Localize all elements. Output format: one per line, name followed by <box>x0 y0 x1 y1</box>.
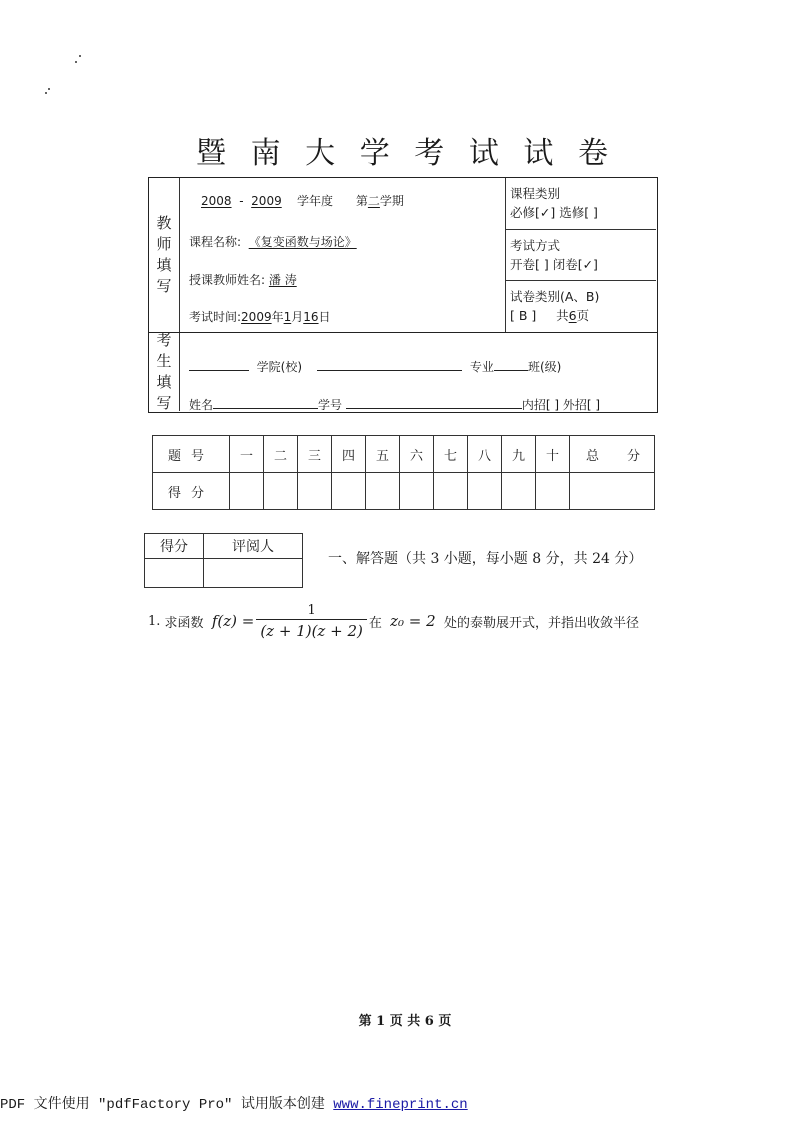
name-field[interactable] <box>213 396 318 409</box>
label-char: 填 <box>156 373 172 391</box>
teacher-fill-label <box>149 178 180 332</box>
exam-mode-options: 开卷[ ] 闭卷[✓] <box>510 257 598 272</box>
section-title: 一、解答题（共 3 小题，每小题 8 分，共 24 分） <box>328 551 643 567</box>
exam-header-box <box>148 177 658 413</box>
function-lhs: f(z) = <box>211 612 255 630</box>
title-char: 试 <box>468 136 499 171</box>
title-char: 试 <box>523 136 554 171</box>
title-char: 学 <box>359 136 390 171</box>
numerator: 1 <box>256 603 367 620</box>
label-char: 考 <box>156 331 172 349</box>
title-char: 暨 <box>196 136 226 171</box>
score-cell[interactable] <box>434 473 468 510</box>
score-cell[interactable] <box>366 473 400 510</box>
question-header: 九 <box>502 436 536 473</box>
course-type-box <box>506 178 656 229</box>
grader-box <box>144 533 303 588</box>
score-table <box>152 435 655 510</box>
teacher-name-line <box>189 271 297 288</box>
pdf-footer <box>0 1093 468 1113</box>
exam-time-label: 考试时间: <box>189 310 242 324</box>
class-label: 班(级) <box>527 360 562 374</box>
year-start: 2008 <box>201 194 232 208</box>
year-suffix: 学年度 <box>296 194 333 208</box>
score-cell[interactable] <box>230 473 264 510</box>
total-label-char: 总 <box>586 448 600 464</box>
question-prefix: 求函数 <box>164 615 204 631</box>
score-cell[interactable] <box>502 473 536 510</box>
exam-title <box>140 128 660 172</box>
question-header: 四 <box>332 436 366 473</box>
page-number: 第 1 页 共 6 页 <box>358 1014 452 1029</box>
label-char: 填 <box>156 256 172 274</box>
pages-prefix: 共 <box>556 308 569 323</box>
paper-type-line <box>510 306 656 325</box>
major-field[interactable] <box>317 358 462 371</box>
question-number: 1. <box>148 613 161 629</box>
grader-name-cell[interactable] <box>204 559 303 588</box>
grader-label: 评阅人 <box>204 534 303 559</box>
college-label: 学院(校) <box>256 360 303 374</box>
score-cell[interactable] <box>400 473 434 510</box>
score-cell[interactable] <box>264 473 298 510</box>
label-char: 师 <box>156 235 172 253</box>
total-pages-value: 6 <box>568 308 577 323</box>
question-1 <box>148 598 639 644</box>
total-score-cell[interactable] <box>570 473 655 510</box>
label-char: 写 <box>156 394 172 412</box>
admission-options: 内招[ ] 外招[ ] <box>521 398 601 412</box>
term-prefix: 第 <box>355 194 368 208</box>
term-value: 二 <box>367 194 380 208</box>
total-header <box>570 436 655 473</box>
exam-mode-title: 考试方式 <box>510 238 561 253</box>
question-header: 七 <box>434 436 468 473</box>
question-suffix: 处的泰勒展开式，并指出收敛半径 <box>443 615 639 631</box>
course-type-options: 必修[✓] 选修[ ] <box>510 205 598 220</box>
score-cell[interactable] <box>468 473 502 510</box>
title-char: 考 <box>414 136 445 171</box>
course-name-value: 《复变函数与场论》 <box>248 235 357 249</box>
course-name-line <box>189 233 357 250</box>
student-fill-label <box>149 332 180 411</box>
question-header: 六 <box>400 436 434 473</box>
label-char: 写 <box>156 277 172 295</box>
label-char: 生 <box>156 352 172 370</box>
exam-mode-box <box>506 229 656 280</box>
student-college-line <box>189 358 561 375</box>
paper-type-title: 试卷类别(A、B) <box>510 289 600 304</box>
college-field[interactable] <box>189 358 249 371</box>
fineprint-link[interactable]: www.fineprint.cn <box>333 1097 468 1113</box>
name-label: 姓名 <box>189 398 214 412</box>
question-at: 在 <box>368 615 382 631</box>
academic-year-line <box>201 192 404 209</box>
teacher-name-value: 潘 涛 <box>268 273 297 287</box>
exam-year: 2009 <box>241 310 272 324</box>
question-number-label: 题号 <box>153 436 230 473</box>
unit: 年 <box>271 310 284 324</box>
course-type-title: 课程类别 <box>510 186 561 201</box>
paper-type-box <box>506 280 656 332</box>
exam-time-line <box>189 308 331 325</box>
score-label: 得分 <box>153 473 230 510</box>
exam-day: 16 <box>303 310 319 324</box>
score-cell[interactable] <box>332 473 366 510</box>
class-field[interactable] <box>494 358 528 371</box>
denominator: (z + 1)(z + 2) <box>260 621 363 640</box>
divider <box>149 332 657 333</box>
term-suffix: 学期 <box>379 194 404 208</box>
grader-score-label: 得分 <box>145 534 204 559</box>
total-label-char: 分 <box>626 448 640 464</box>
course-label: 课程名称: <box>189 235 242 249</box>
expansion-point: z₀ = 2 <box>390 612 436 630</box>
footer-text: 试用版本创建 <box>240 1096 325 1112</box>
year-end: 2009 <box>251 194 282 208</box>
student-id-label: 学号 <box>318 398 343 412</box>
question-header: 一 <box>230 436 264 473</box>
fraction <box>260 603 363 640</box>
paper-type-value: [ B ] <box>510 308 537 323</box>
exam-month: 1 <box>283 310 292 324</box>
year-sep: - <box>239 194 244 208</box>
title-char: 大 <box>305 136 336 171</box>
title-char: 卷 <box>577 136 608 171</box>
unit: 日 <box>318 310 331 324</box>
footer-product: "pdfFactory Pro" <box>98 1097 233 1113</box>
student-name-line <box>189 396 600 413</box>
question-header: 十 <box>536 436 570 473</box>
student-id-field[interactable] <box>346 396 522 409</box>
question-header: 三 <box>298 436 332 473</box>
unit: 月 <box>291 310 304 324</box>
question-header: 五 <box>366 436 400 473</box>
score-table-header-row <box>153 436 655 473</box>
footer-text: 文件使用 <box>33 1096 90 1112</box>
title-char: 南 <box>250 136 281 171</box>
score-cell[interactable] <box>298 473 332 510</box>
question-header: 二 <box>264 436 298 473</box>
grader-score-cell[interactable] <box>145 559 204 588</box>
teacher-name-label: 授课教师姓名: <box>189 273 266 287</box>
score-table-score-row <box>153 473 655 510</box>
pages-suffix: 页 <box>576 308 590 323</box>
label-char: 教 <box>156 214 172 232</box>
score-cell[interactable] <box>536 473 570 510</box>
footer-pdf: PDF <box>0 1097 26 1113</box>
question-header: 八 <box>468 436 502 473</box>
major-label: 专业 <box>469 360 494 374</box>
